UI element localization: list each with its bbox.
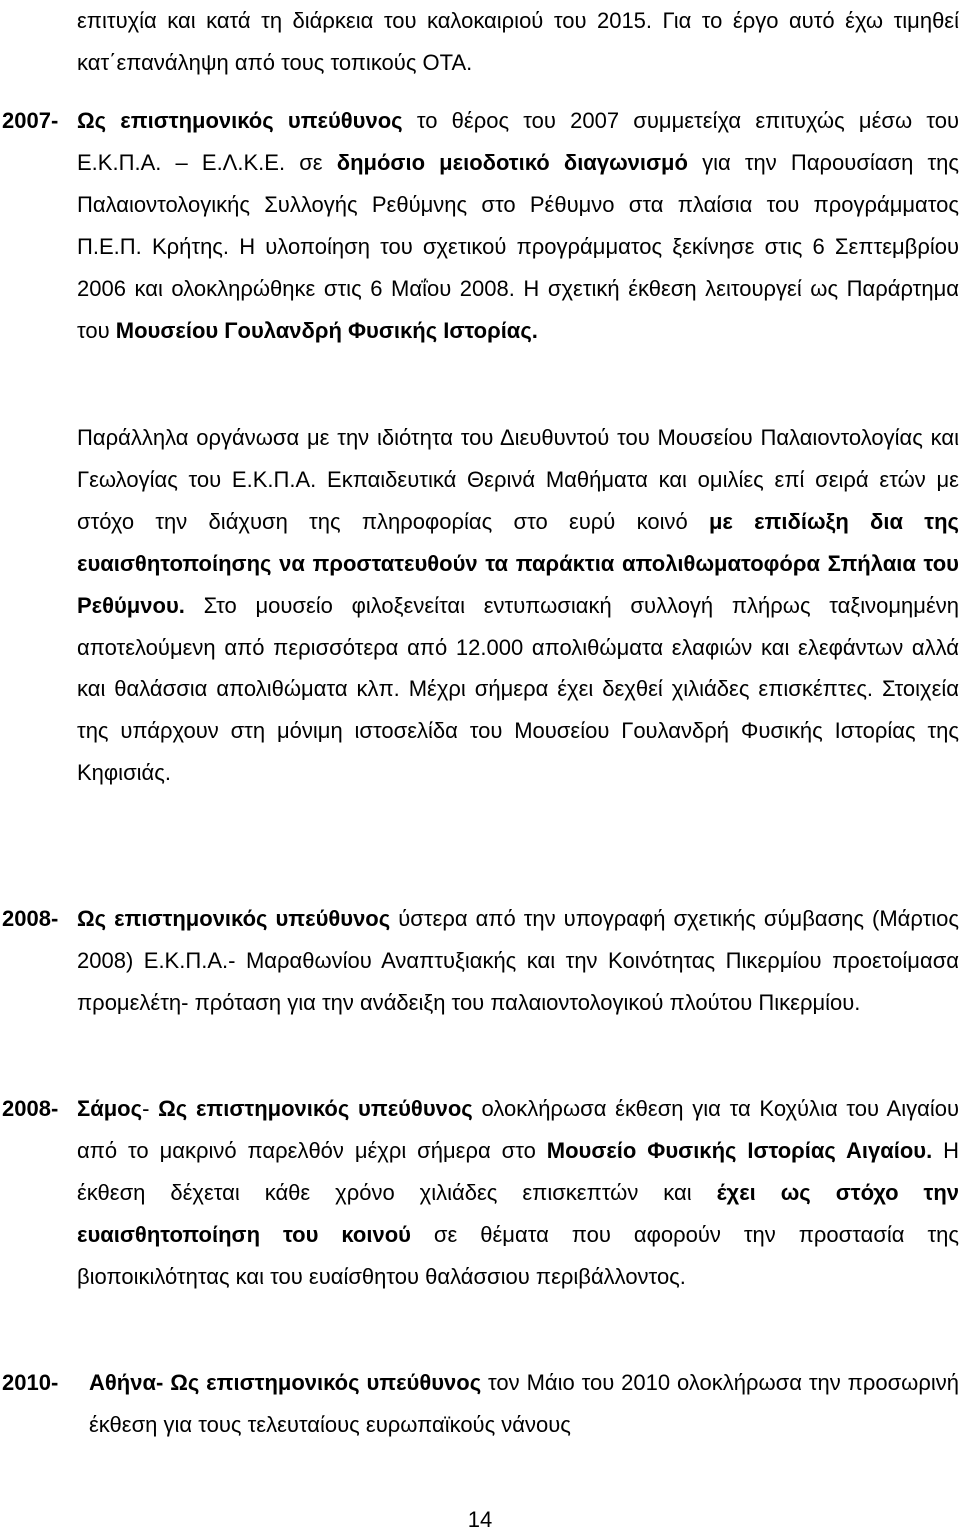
entry-2008-b-museum: Μουσείο Φυσικής Ιστορίας Αιγαίου.	[546, 1137, 933, 1163]
entry-2010-text: τον Μάιο του 2010 ολοκλήρωσα την προσωρινή έκθεση για τους τελευταίους ευρωπαϊκούς νάνους	[89, 1370, 959, 1437]
museum-text-2: Στο μουσείο φιλοξενείται εντυπωσιακή συλλογή πλήρως ταξινομημένη αποτελούμενη από περισσότερα από 12.000 απολιθώματα ελαφιών και ελεφάντων αλλά και θαλάσσια απολιθώματα κλπ. Μέχρι σήμερα έχει δεχθεί χιλιάδες επισκέπτες. Στοιχεία της υπάρχουν στη μόνιμη ιστοσελίδα του Μουσείου Γουλανδρή Φυσικής Ιστορίας της Κηφισιάς.	[77, 592, 959, 786]
year-label-2010: 2010-	[2, 1370, 59, 1395]
intro-text: επιτυχία και κατά τη διάρκεια του καλοκαιριού του 2015. Για το έργο αυτό έχω τιμηθεί κατ΄επανάληψη από τους τοπικούς ΟΤΑ.	[77, 8, 959, 75]
entry-2007-tender: δημόσιο μειοδοτικό διαγωνισμό	[336, 149, 688, 175]
entry-2008-b-text-1: ολοκλήρωσα έκθεση για τα Κοχύλια του Αιγαίου από το μακρινό παρελθόν μέχρι σήμερα στο	[77, 1096, 959, 1163]
page-number: 14	[467, 1507, 493, 1532]
entry-2010-paragraph	[89, 1362, 959, 1446]
museum-paragraph	[77, 417, 959, 794]
entry-2007-role: Ως επιστημονικός υπεύθυνος	[77, 108, 403, 133]
entry-2008-b-place: Σάμος	[77, 1096, 143, 1121]
entry-2007-museum: Μουσείου Γουλανδρή Φυσικής Ιστορίας.	[115, 317, 538, 343]
museum-goal: με επιδίωξη δια της ευαισθητοποίησης να προστατευθούν τα παράκτια απολιθωματοφόρα Σπήλαια του Ρεθύμνου.	[77, 508, 959, 618]
entry-2010-role: Αθήνα- Ως επιστημονικός υπεύθυνος	[89, 1370, 482, 1395]
entry-2007-paragraph	[77, 100, 959, 351]
museum-text-1: Παράλληλα οργάνωσα με την ιδιότητα του Διευθυντού του Μουσείου Παλαιοντολογίας και Γεωλογίας του Ε.Κ.Π.Α. Εκπαιδευτικά Θερινά Μαθήματα και ομιλίες επί σειρά ετών με στόχο την διάχυση της πληροφορίας στο ευρύ κοινό	[77, 425, 959, 534]
entry-2008-b-goal: έχει ως στόχο την ευαισθητοποίηση του κοινού	[77, 1179, 959, 1247]
entry-2008-a-paragraph	[77, 898, 959, 1024]
entry-2008-b-paragraph	[77, 1088, 959, 1298]
intro-paragraph	[77, 0, 959, 84]
entry-2008-a-text: ύστερα από την υπογραφή σχετικής σύμβασης (Μάρτιος 2008) Ε.Κ.Π.Α.- Μαραθωνίου Αναπτυξιακής και την Κοινότητας Πικερμίου προετοίμασα προμελέτη- πρόταση για την ανάδειξη του παλαιοντολογικού πλούτου Πικερμίου.	[77, 906, 959, 1015]
year-label-2008-a: 2008-	[2, 906, 59, 931]
year-label-2008-b: 2008-	[2, 1096, 59, 1121]
entry-2008-b-text-3: σε θέματα που αφορούν την προστασία της βιοποικιλότητας και του ευαίσθητου θαλάσσιου περιβάλλοντος.	[77, 1221, 959, 1289]
year-label-2007: 2007-	[2, 108, 59, 133]
entry-2007-text-1: το θέρος του 2007 συμμετείχα επιτυχώς μέσω του Ε.Κ.Π.Α. – Ε.Λ.Κ.Ε. σε	[77, 108, 959, 175]
entry-2008-b-text-2: Η έκθεση δέχεται κάθε χρόνο χιλιάδες επισκεπτών και	[77, 1137, 960, 1205]
entry-2007-text-2: για την Παρουσίαση της Παλαιοντολογικής Συλλογής Ρεθύμνης στο Ρέθυμνο στα πλαίσια του προγράμματος Π.Ε.Π. Κρήτης. Η υλοποίηση του σχετικού προγράμματος ξεκίνησε στις 6 Σεπτεμβρίου 2006 και ολοκληρώθηκε στις 6 Μαΐου 2008. Η σχετική έκθεση λειτουργεί ως Παράρτημα του	[77, 149, 959, 343]
entry-2008-b-dash: -	[142, 1096, 159, 1121]
entry-2008-b-role: Ως επιστημονικός υπεύθυνος	[158, 1096, 473, 1121]
entry-2008-a-role: Ως επιστημονικός υπεύθυνος	[77, 906, 391, 931]
